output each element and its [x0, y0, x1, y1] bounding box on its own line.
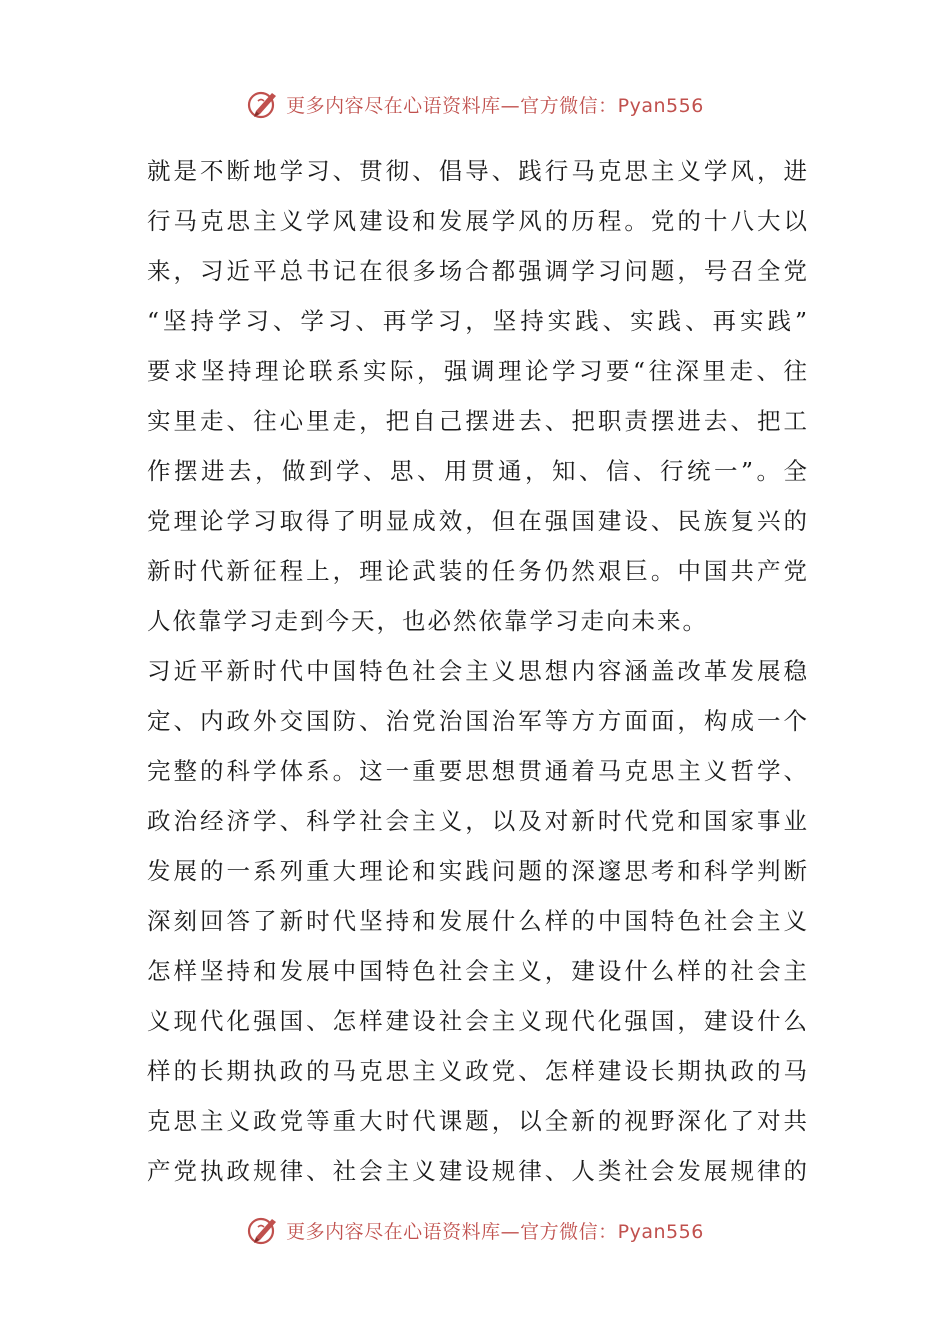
text-line: 发展的一系列重大理论和实践问题的深邃思考和科学判断: [147, 857, 807, 885]
text-line: 完整的科学体系。这一重要思想贯通着马克思主义哲学、: [147, 757, 807, 785]
header-watermark: [0, 84, 950, 124]
text-line: 人依靠学习走到今天，也必然依靠学习走向未来。: [147, 607, 708, 635]
document-body: [147, 146, 807, 1196]
text-line: 行马克思主义学风建设和发展学风的历程。党的十八大以: [147, 207, 807, 235]
text-line: 习近平新时代中国特色社会主义思想内容涵盖改革发展稳: [147, 657, 807, 685]
text-line: 就是不断地学习、贯彻、倡导、践行马克思主义学风，进: [147, 157, 807, 185]
text-line: 义现代化强国、怎样建设社会主义现代化强国，建设什么: [147, 1007, 807, 1035]
footer-watermark: [0, 1210, 950, 1250]
text-line: 新时代新征程上，理论武装的任务仍然艰巨。中国共产党: [147, 557, 807, 585]
watermark-text: 更多内容尽在心语资料库—官方微信：Pyan556: [286, 1220, 704, 1243]
text-line: 样的长期执政的马克思主义政党、怎样建设长期执政的马: [147, 1057, 807, 1085]
pen-in-circle-icon: [246, 1213, 280, 1247]
text-line: 党理论学习取得了明显成效，但在强国建设、民族复兴的: [147, 507, 807, 535]
text-line: 克思主义政党等重大时代课题，以全新的视野深化了对共: [147, 1107, 807, 1135]
text-line: 产党执政规律、社会主义建设规律、人类社会发展规律的: [147, 1157, 807, 1185]
text-line: 要求坚持理论联系实际，强调理论学习要“往深里走、往: [147, 357, 807, 385]
text-line: 政治经济学、科学社会主义，以及对新时代党和国家事业: [147, 807, 807, 835]
text-line: 定、内政外交国防、治党治国治军等方方面面，构成一个: [147, 707, 807, 735]
text-line: 实里走、往心里走，把自己摆进去、把职责摆进去、把工: [147, 407, 807, 435]
text-line: 怎样坚持和发展中国特色社会主义，建设什么样的社会主: [147, 957, 807, 985]
watermark-text: 更多内容尽在心语资料库—官方微信：Pyan556: [286, 94, 704, 117]
text-line: 深刻回答了新时代坚持和发展什么样的中国特色社会主义: [147, 907, 807, 935]
text-line: 作摆进去，做到学、思、用贯通，知、信、行统一”。全: [147, 457, 807, 485]
text-line: 来，习近平总书记在很多场合都强调学习问题，号召全党: [147, 257, 807, 285]
pen-in-circle-icon: [246, 87, 280, 121]
text-line: “坚持学习、学习、再学习，坚持实践、实践、再实践”: [147, 307, 807, 335]
